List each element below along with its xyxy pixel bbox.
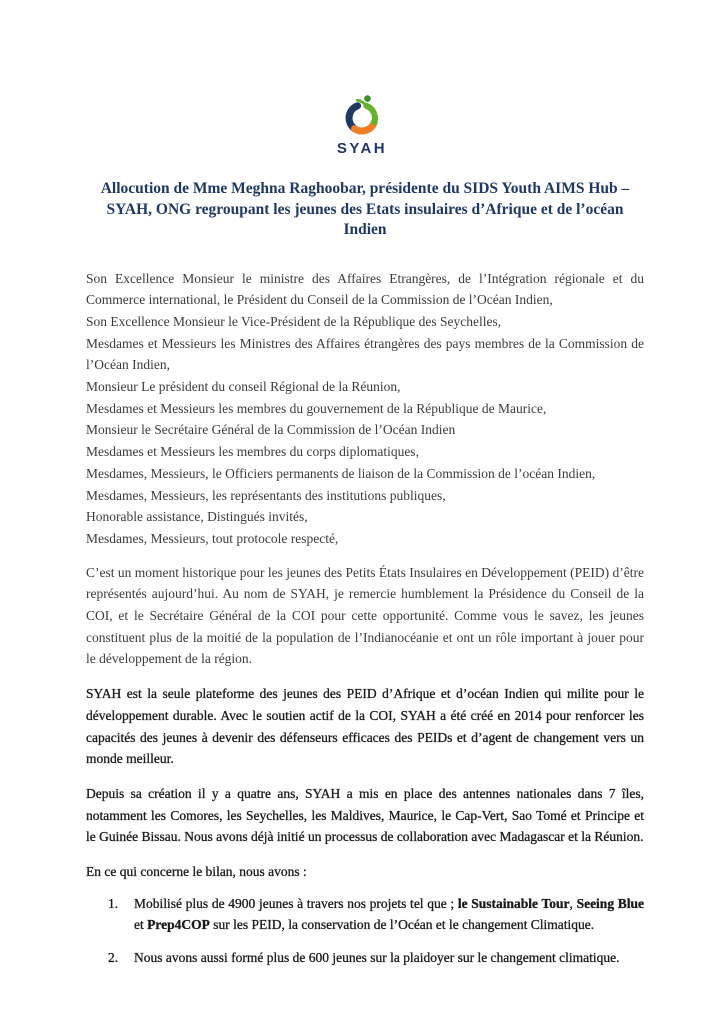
list-item-1	[86, 893, 644, 936]
list-item-1-text: Mobilisé plus de 4900 jeunes à travers nos projets tel que ; le Sustainable Tour, Seeing Blue et Prep4COP sur les PEID, la conservation de l’Océan et le changement Climatique.	[134, 895, 644, 933]
logo-wordmark: SYAH	[336, 140, 388, 157]
paragraph-syah-platform: SYAH est la seule plateforme des jeunes des PEID d’Afrique et d’océan Indien qui milite pour le développement durable. Avec le soutien actif de la COI, SYAH a été créé en 2014 pour renforcer les capacités des jeunes à devenir des défenseurs efficaces des PEIDs et d’agent de changement vers un monde meilleur.	[86, 686, 644, 767]
document-title: Allocution de Mme Meghna Raghoobar, présidente du SIDS Youth AIMS Hub – SYAH, ONG regroupant les jeunes des Etats insulaires d’Afrique et de l’océan Indien	[100, 180, 630, 238]
list-item-1-number: 1.	[108, 895, 119, 911]
salutation-line: Monsieur Le président du conseil Régional de la Réunion,	[86, 379, 401, 395]
paragraph-national-chapters: Depuis sa création il y a quatre ans, SYAH a mis en place des antennes nationales dans 7 îles, notamment les Comores, les Seychelles, les Maldives, Maurice, le Cap-Vert, Sao Tomé et Principe et le Guinée Bissau. Nous avons déjà initié un processus de collaboration avec Madagascar et la Réunion.	[86, 785, 644, 845]
salutation-line: Mesdames et Messieurs les membres du gouvernement de la République de Maurice,	[86, 400, 547, 416]
salutation-line: Mesdames, Messieurs, le Officiers permanents de liaison de la Commission de l’océan Indien,	[86, 465, 596, 481]
salutation-block	[86, 268, 644, 550]
salutation-line: Son Excellence Monsieur le Vice-Président de la République des Seychelles,	[86, 313, 502, 329]
salutation-line: Son Excellence Monsieur le ministre des Affaires Etrangères, de l’Intégration régionale et du Commerce international, le Président du Conseil de la Commission de l’Océan Indien,	[86, 270, 644, 308]
salutation-line: Mesdames, Messieurs, les représentants des institutions publiques,	[86, 487, 446, 503]
list-item-2-number: 2.	[108, 950, 119, 966]
salutation-line: Monsieur le Secrétaire Général de la Commission de l’Océan Indien	[86, 422, 456, 438]
logo-block	[0, 0, 724, 157]
salutation-line: Mesdames et Messieurs les membres du corps diplomatiques,	[86, 444, 419, 460]
syah-logo-icon	[338, 94, 386, 140]
achievements-list	[86, 893, 644, 969]
salutation-line: Honorable assistance, Distingués invités,	[86, 509, 308, 525]
salutation-line: Mesdames et Messieurs les Ministres des Affaires étrangères des pays membres de la Commission de l’Océan Indien,	[86, 335, 644, 373]
salutation-line: Mesdames, Messieurs, tout protocole respecté,	[86, 530, 339, 546]
document-body	[86, 268, 644, 969]
list-intro: En ce qui concerne le bilan, nous avons :	[86, 864, 307, 880]
list-item-2	[86, 947, 644, 969]
paragraph-historic-moment: C’est un moment historique pour les jeunes des Petits États Insulaires en Développement (PEID) d’être représentés aujourd’hui. Au nom de SYAH, je remercie humblement la Présidence du Conseil de la COI, et le Secrétaire Général de la COI pour cette opportunité. Comme vous le savez, les jeunes constituent plus de la moitié de la population de l’Indianocéanie et ont un rôle important à jouer pour le développement de la région.	[86, 564, 644, 667]
list-item-2-text: Nous avons aussi formé plus de 600 jeunes sur la plaidoyer sur le changement climatique.	[134, 950, 620, 966]
